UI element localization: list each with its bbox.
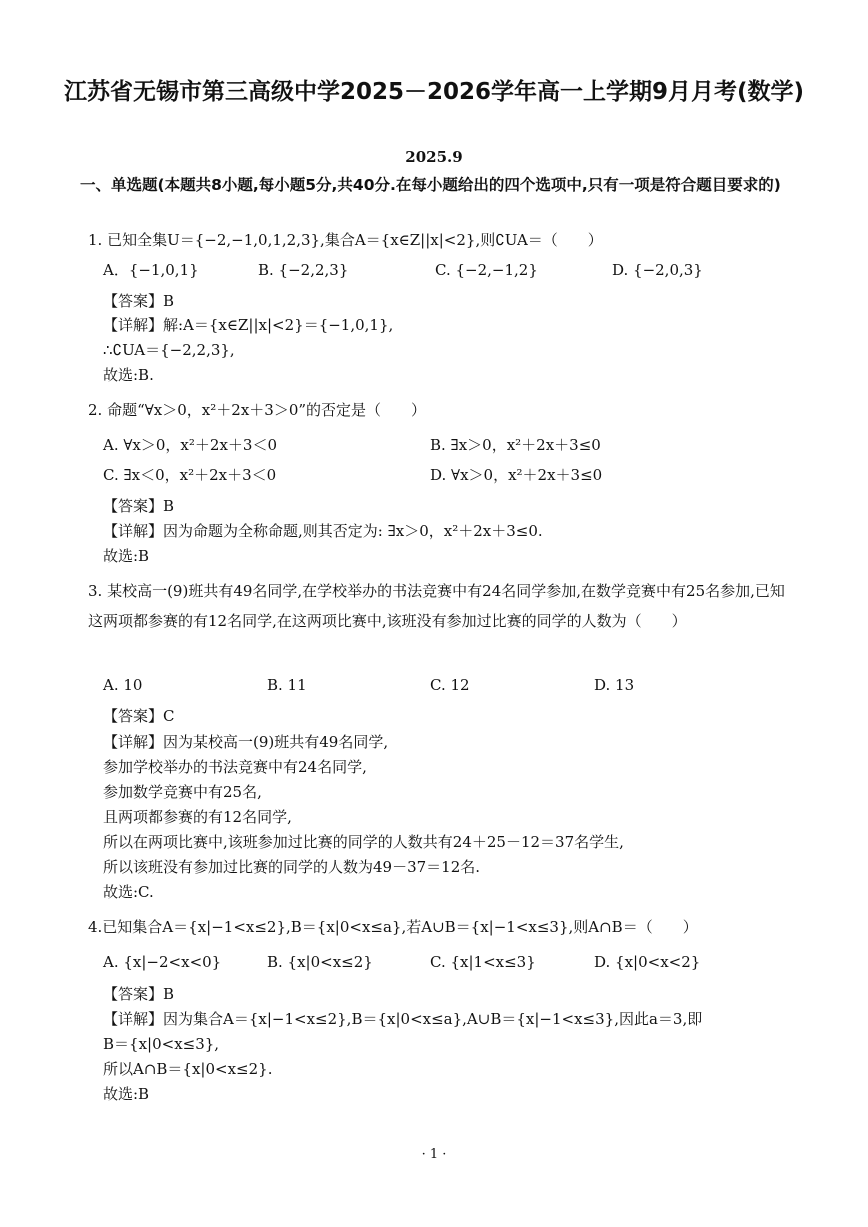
option-b: B. ∃x＞0，x²＋2x＋3≤0 (430, 436, 601, 454)
option-b: B. {x|0<x≤2} (267, 953, 373, 971)
explanation-line: 所以A∩B＝{x|0<x≤2}. (103, 1060, 273, 1078)
option-c: C. ∃x＜0，x²＋2x＋3＜0 (103, 466, 277, 484)
answer-label: 【答案】B (103, 985, 175, 1003)
explanation-line: B＝{x|0<x≤3}, (103, 1035, 220, 1053)
explanation-line: 且两项都参赛的有12名同学, (103, 808, 292, 826)
option-d: D. ∀x＞0，x²＋2x＋3≤0 (430, 466, 603, 484)
answer-label: 【答案】B (103, 292, 175, 310)
option-d: D. {x|0<x<2} (594, 953, 701, 971)
question-stem: 1. 已知全集U＝{−2,−1,0,1,2,3},集合A＝{x∈Z||x|<2},则∁UA＝（ ） (88, 231, 603, 249)
option-c: C. 12 (430, 676, 470, 694)
option-d: D. {−2,0,3} (612, 261, 703, 279)
section-heading: 一、单选题(本题共8小题,每小题5分,共40分.在每小题给出的四个选项中,只有一项是符合题目要求的) (80, 176, 781, 194)
explanation-line: 故选:C. (103, 883, 154, 901)
explanation-line: 故选:B (103, 547, 150, 565)
explanation-line: 故选:B (103, 1085, 150, 1103)
option-d: D. 13 (594, 676, 635, 694)
answer-label: 【答案】C (103, 707, 175, 725)
explanation-line: 参加学校举办的书法竞赛中有24名同学, (103, 758, 367, 776)
answer-label: 【答案】B (103, 497, 175, 515)
explanation-line: 【详解】解:A＝{x∈Z||x|<2}＝{−1,0,1}, (103, 316, 394, 334)
option-a: A．{−1,0,1} (103, 261, 199, 279)
explanation-line: 【详解】因为集合A＝{x|−1<x≤2},B＝{x|0<x≤a},A∪B＝{x|−1<x≤3},因此a＝3,即 (103, 1010, 703, 1028)
question-stem: 4.已知集合A＝{x|−1<x≤2},B＝{x|0<x≤a},若A∪B＝{x|−1<x≤3},则A∩B＝（ ） (88, 918, 698, 936)
option-c: C. {x|1<x≤3} (430, 953, 536, 971)
question-stem: 3. 某校高一(9)班共有49名同学,在学校举办的书法竞赛中有24名同学参加,在数学竞赛中有25名参加,已知这两项都参赛的有12名同学,在这两项比赛中,该班没有参加过比赛的同学的人数为（ ） (88, 582, 785, 630)
explanation-line: 故选:B. (103, 366, 154, 384)
option-b: B. {−2,2,3} (258, 261, 349, 279)
explanation-line: 参加数学竞赛中有25名, (103, 783, 262, 801)
explanation-line: ∴∁UA＝{−2,2,3}, (103, 341, 235, 359)
option-a: A. {x|−2<x<0} (103, 953, 222, 971)
option-c: C. {−2,−1,2} (435, 261, 538, 279)
option-b: B. 11 (267, 676, 307, 694)
explanation-line: 【详解】因为某校高一(9)班共有49名同学, (103, 733, 389, 751)
page-number: · 1 · (421, 1147, 447, 1162)
page-title: 江苏省无锡市第三高级中学2025－2026学年高一上学期9月月考(数学) (63, 79, 805, 105)
option-a: A. ∀x＞0，x²＋2x＋3＜0 (103, 436, 277, 454)
explanation-line: 【详解】因为命题为全称命题,则其否定为: ∃x＞0，x²＋2x＋3≤0. (103, 522, 543, 540)
explanation-line: 所以该班没有参加过比赛的同学的人数为49－37＝12名. (103, 858, 481, 876)
explanation-line: 所以在两项比赛中,该班参加过比赛的同学的人数共有24＋25－12＝37名学生, (103, 833, 624, 851)
question-stem: 2. 命题“∀x＞0，x²＋2x＋3＞0”的否定是（ ） (88, 401, 427, 419)
option-a: A. 10 (103, 676, 143, 694)
exam-date: 2025.9 (405, 148, 463, 166)
